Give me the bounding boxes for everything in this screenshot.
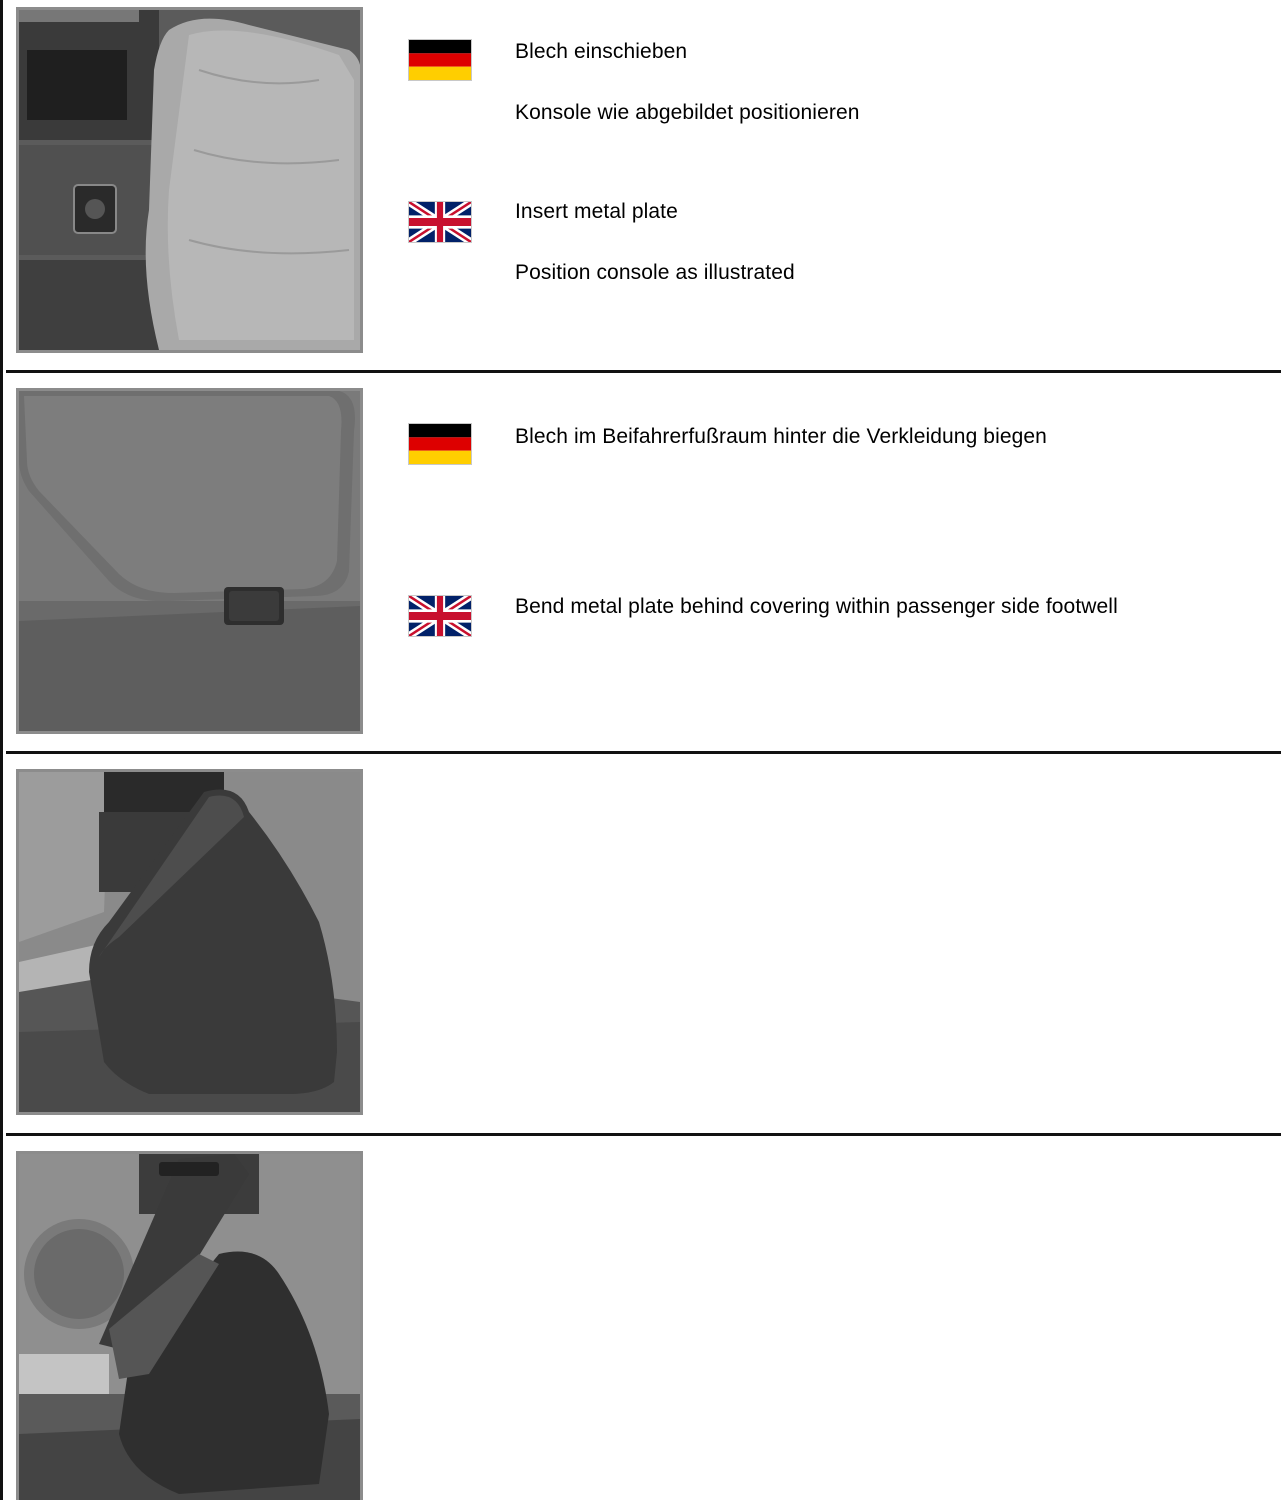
step-3-photo (16, 769, 363, 1115)
step-2-en-line-1: Bend metal plate behind covering within passenger side footwell (515, 595, 1118, 618)
step-1-de-line-1: Blech einschieben (515, 40, 688, 63)
step-1-en-line-1: Insert metal plate (515, 200, 678, 223)
step-1-en-line-2: Position console as illustrated (515, 261, 795, 284)
uk-flag-icon (408, 201, 472, 243)
german-flag-icon (408, 423, 472, 465)
row-divider (6, 370, 1281, 373)
german-flag-icon (408, 39, 472, 81)
uk-flag-icon (408, 595, 472, 637)
row-divider (6, 1133, 1281, 1136)
step-1-de-line-2: Konsole wie abgebildet positionieren (515, 101, 860, 124)
step-4-photo (16, 1151, 363, 1500)
step-1-photo (16, 7, 363, 353)
step-2-photo (16, 388, 363, 734)
step-2-de-line-1: Blech im Beifahrerfußraum hinter die Verkleidung biegen (515, 425, 1047, 448)
row-divider (6, 751, 1281, 754)
